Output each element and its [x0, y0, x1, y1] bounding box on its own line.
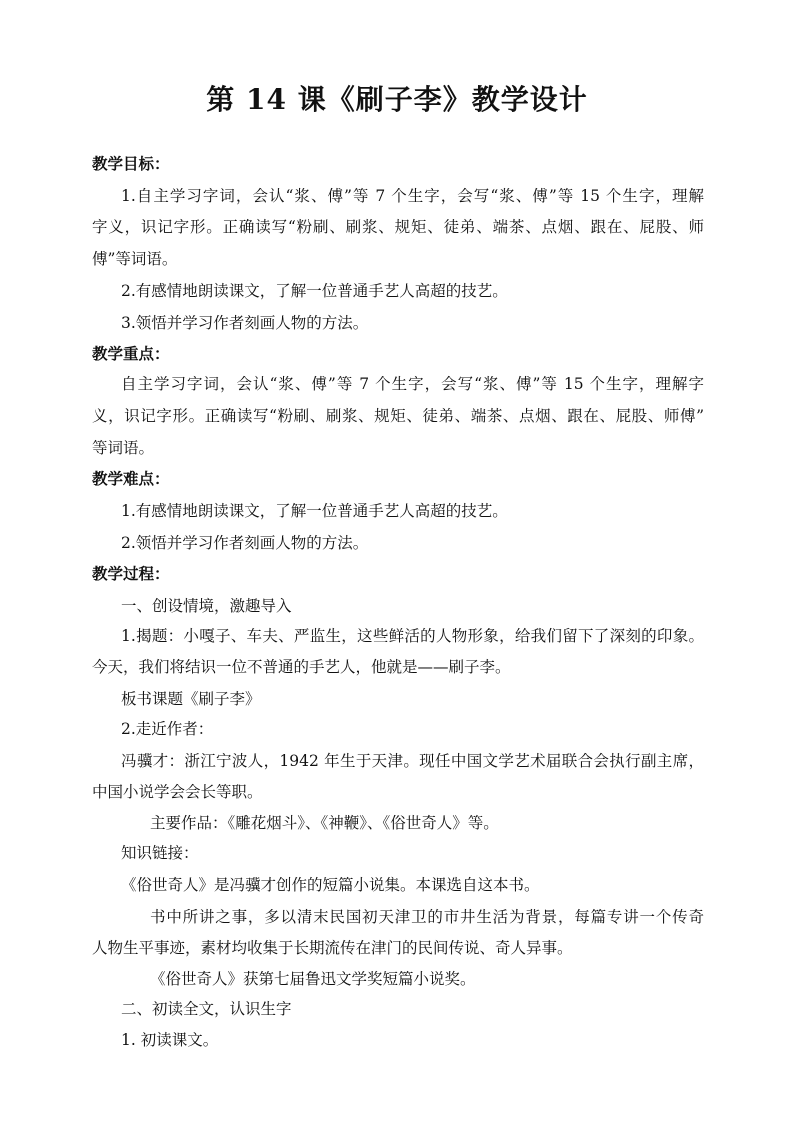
- difficulty-1: 1.有感情地朗读课文，了解一位普通手艺人高超的技艺。: [121, 502, 508, 520]
- knowledge-link: 知识链接：: [121, 844, 199, 862]
- goals-heading: 教学目标：: [92, 154, 170, 173]
- difficulty-2: 2.领悟并学习作者刻画人物的方法。: [121, 534, 369, 552]
- reveal-line-2: 今天，我们将结识一位不普通的手艺人，他就是——刷子李。: [92, 658, 511, 676]
- award: 《俗世奇人》获第七届鲁迅文学奖短篇小说奖。: [150, 970, 476, 988]
- author-intro: 2.走近作者：: [121, 720, 214, 738]
- step-2-heading: 二、初读全文，认识生字: [121, 1000, 292, 1018]
- goal-2: 2.有感情地朗读课文，了解一位普通手艺人高超的技艺。: [121, 282, 508, 300]
- goal-3: 3.领悟并学习作者刻画人物的方法。: [121, 314, 369, 332]
- major-works: 主要作品：《雕花烟斗》、《神鞭》、《俗世奇人》等。: [150, 814, 499, 832]
- author-line-2: 中国小说学会会长等职。: [92, 783, 263, 801]
- key-points-heading: 教学重点：: [92, 344, 170, 363]
- book-intro-2-line-2: 人物生平事迹，素材均收集于长期流传在津门的民间传说、奇人异事。: [92, 939, 573, 957]
- book-intro-1: 《俗世奇人》是冯骥才创作的短篇小说集。本课选自这本书。: [121, 876, 540, 894]
- goal-1-line-3: 傅”等词语。: [92, 250, 178, 268]
- process-heading: 教学过程：: [92, 564, 170, 583]
- goal-1-line-1: 1.自主学习字词，会认“浆、傅”等 7 个生字，会写“浆、傅”等 15 个生字，理解: [121, 187, 704, 205]
- first-reading: 1. 初读课文。: [121, 1031, 219, 1049]
- book-intro-2-line-1: 书中所讲之事，多以清末民国初天津卫的市井生活为背景，每篇专讲一个传奇: [150, 908, 704, 926]
- step-1-heading: 一、创设情境，激趣导入: [121, 597, 292, 615]
- author-line-1: 冯骥才：浙江宁波人，1942 年生于天津。现任中国文学艺术届联合会执行副主席，: [121, 752, 704, 770]
- reveal-line-1: 1.揭题：小嘎子、车夫、严监生，这些鲜活的人物形象，给我们留下了深刻的印象。: [121, 627, 704, 645]
- key-points-line-3: 等词语。: [92, 439, 155, 457]
- key-points-line-1: 自主学习字词，会认“浆、傅”等 7 个生字，会写“浆、傅”等 15 个生字，理解字: [121, 375, 704, 393]
- page-title: 第 14 课《刷子李》教学设计: [206, 83, 588, 116]
- difficulties-heading: 教学难点：: [92, 469, 170, 488]
- board-title: 板书课题《刷子李》: [121, 690, 261, 708]
- goal-1-line-2: 字义，识记字形。正确读写“粉刷、刷浆、规矩、徒弟、端茶、点烟、跟在、屁股、师: [92, 218, 704, 236]
- key-points-line-2: 义，识记字形。正确读写“粉刷、刷浆、规矩、徒弟、端茶、点烟、跟在、屁股、师傅”: [92, 407, 704, 425]
